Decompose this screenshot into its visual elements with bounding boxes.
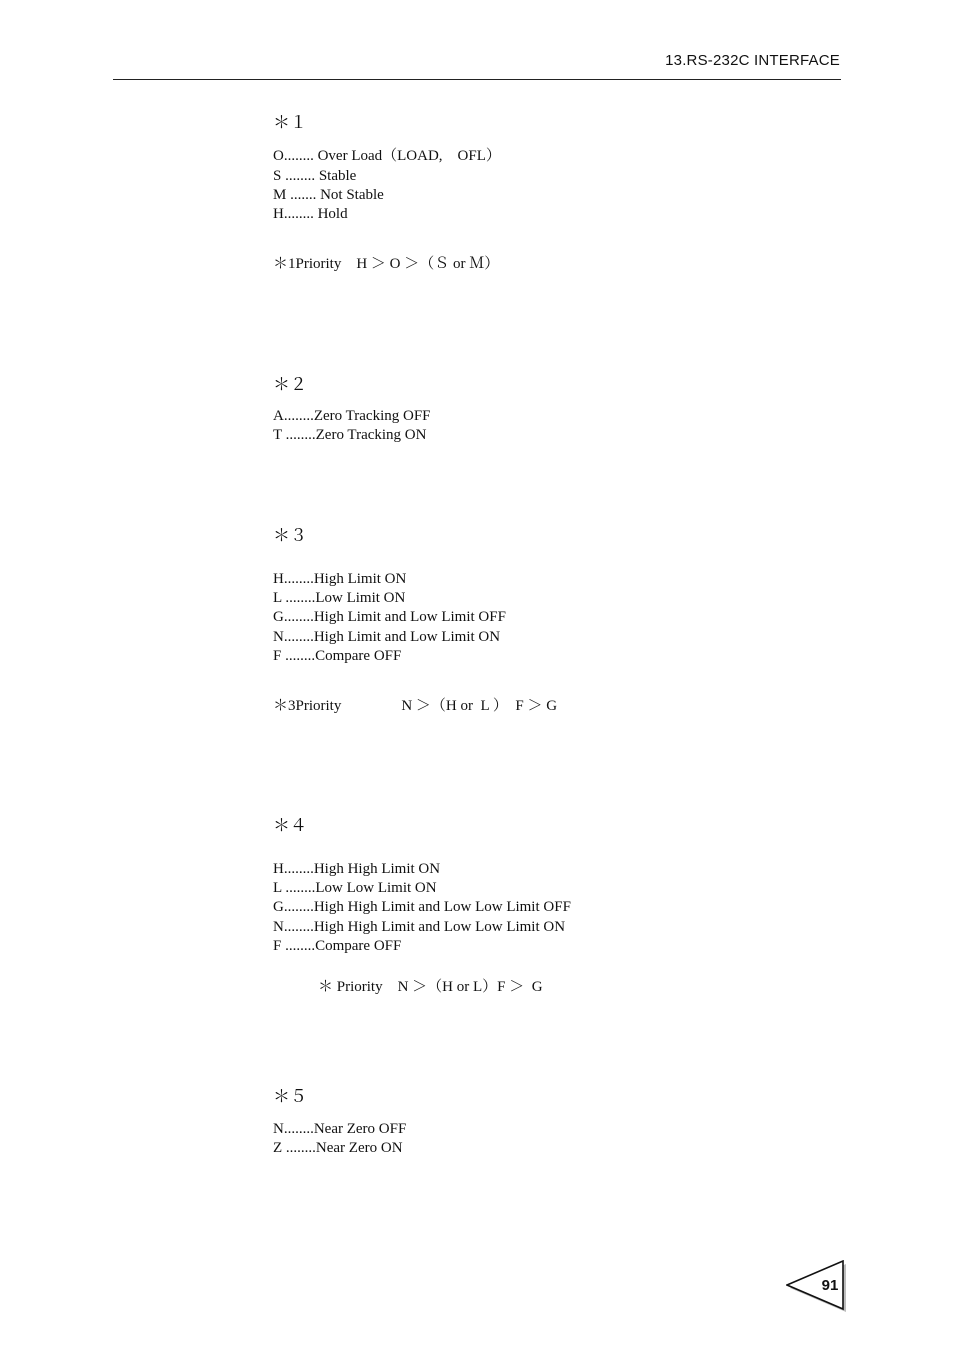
note5-line: N........Near Zero OFF [273, 1121, 407, 1137]
note4-heading: ＊４ [273, 816, 307, 835]
note1-line: O........ Over Load（LOAD, OFL） [273, 148, 501, 164]
note4-line: H........High High Limit ON [273, 861, 441, 877]
note5-line: Z ........Near Zero ON [273, 1140, 403, 1156]
note4-line: G........High High Limit and Low Low Limit OFF [273, 899, 571, 915]
note5-heading: ＊５ [273, 1087, 307, 1106]
note3-priority: ＊3Priority N ＞（H or L ） F ＞ G [273, 698, 558, 714]
note3-line: H........High Limit ON [273, 571, 407, 587]
note2-line: T ........Zero Tracking ON [273, 427, 427, 443]
running-header: 13.RS-232C INTERFACE [665, 52, 840, 69]
note1-line: H........ Hold [273, 206, 348, 222]
note3-line: F ........Compare OFF [273, 648, 402, 664]
note1-priority: ＊1Priority H ＞ O ＞（Ｓ or Ｍ） [273, 256, 500, 272]
note3-line: N........High Limit and Low Limit ON [273, 629, 501, 645]
note4-line: L ........Low Low Limit ON [273, 880, 437, 896]
note1-heading: ＊１ [273, 113, 307, 132]
note3-line: L ........Low Limit ON [273, 590, 406, 606]
note3-line: G........High Limit and Low Limit OFF [273, 609, 506, 625]
note1-line: S ........ Stable [273, 168, 357, 184]
page-number: 91 [821, 1277, 839, 1294]
note3-heading: ＊３ [273, 526, 307, 545]
note4-priority: ＊ Priority N ＞（H or L）F ＞ G [318, 979, 543, 995]
note2-heading: ＊２ [273, 375, 307, 394]
note1-line: M ....... Not Stable [273, 187, 384, 203]
note4-line: F ........Compare OFF [273, 938, 402, 954]
note2-line: A........Zero Tracking OFF [273, 408, 431, 424]
header-rule [113, 79, 841, 80]
note4-line: N........High High Limit and Low Low Limit ON [273, 919, 566, 935]
